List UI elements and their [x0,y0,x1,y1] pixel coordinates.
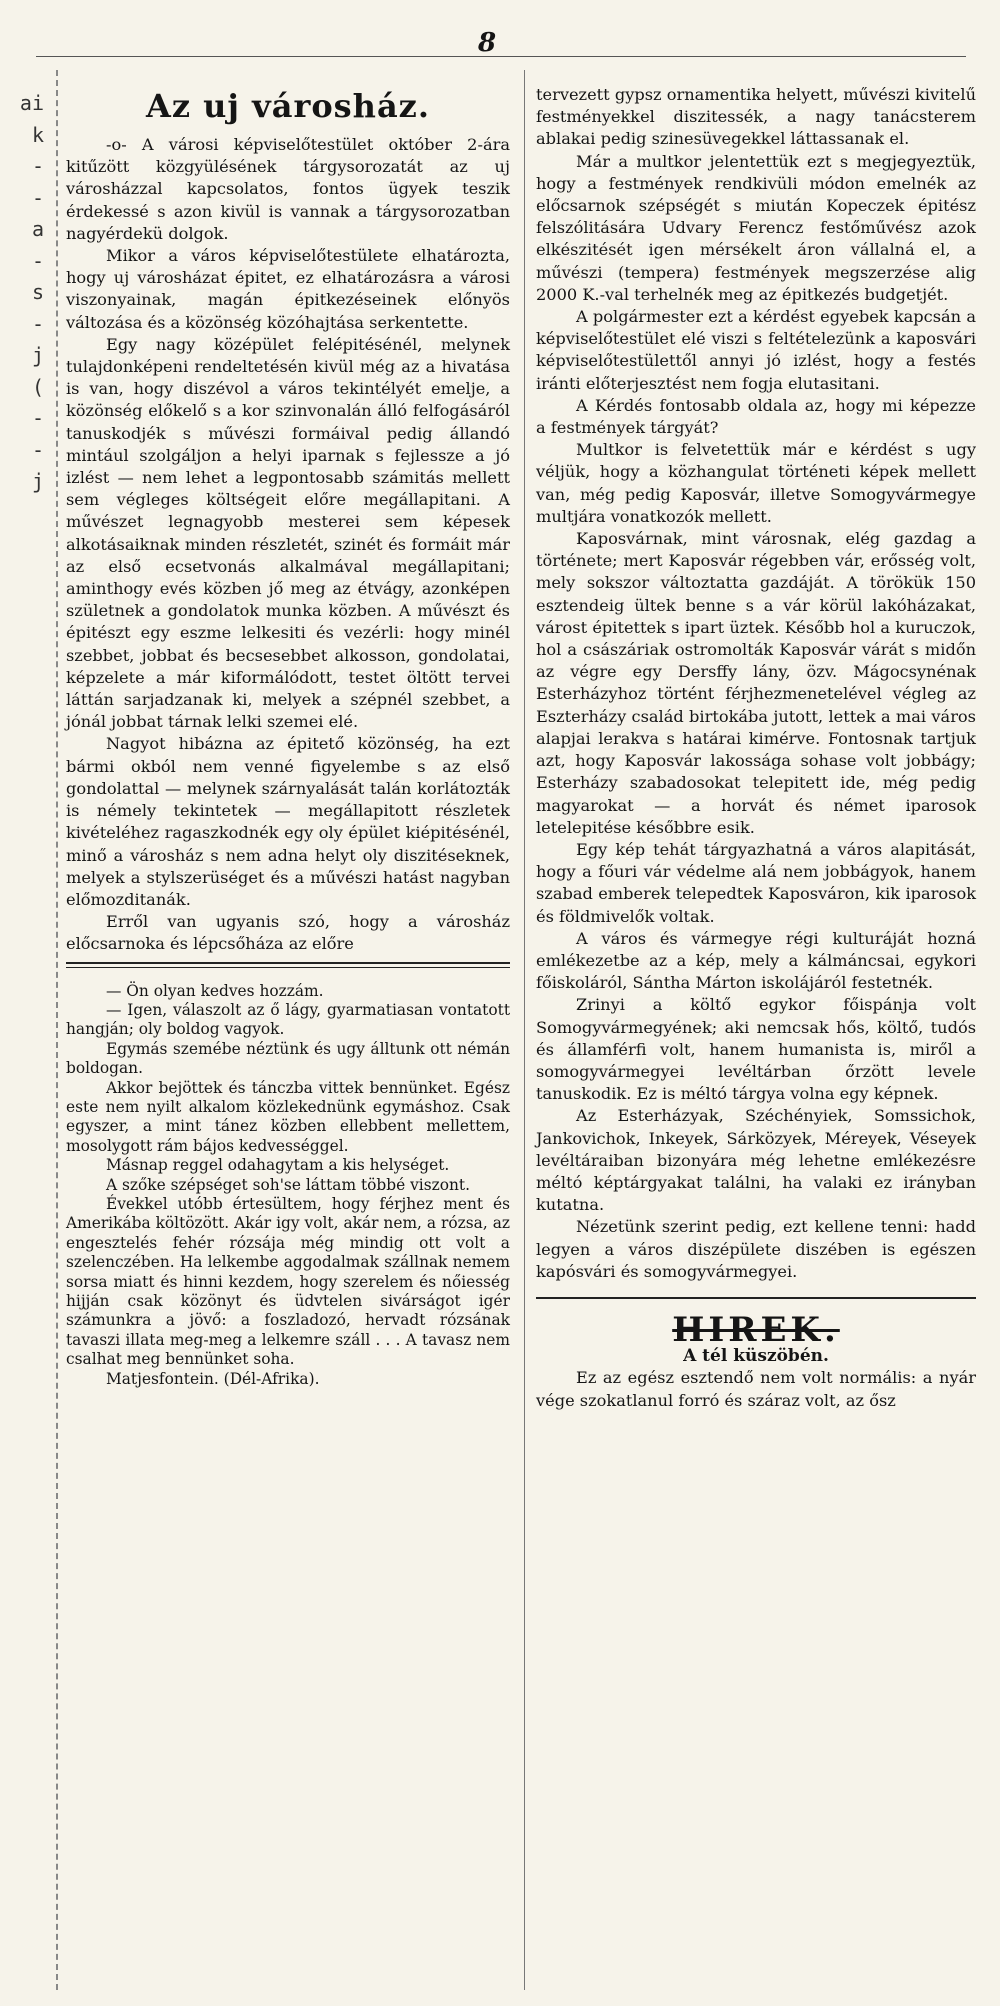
article-continuation: A város és vármegye régi kulturáját hozná emlékezetbe az a kép, mely a kálmáncsai, egykori főiskoláról, Sántha Márton iskolájáról festetnék. [536,928,976,993]
story-paragraph: — Ön olyan kedves hozzám. [106,981,324,1000]
article-continuation: A Kérdés fontosabb oldala az, hogy mi képezze a festmények tárgyát? [536,395,976,438]
article-continuation: Multkor is felvetettük már e kérdést s ugy véljük, hogy a közhangulat történeti képek mellett van, még pedig Kaposvár, illetve Somogyvármegye multjára vonatkozók mellett. [536,440,976,526]
story-paragraph: Másnap reggel odahagytam a kis helységet. [106,1156,450,1175]
margin-fragment: s [31,280,44,304]
column-rule [524,70,525,1990]
section-divider [536,1297,976,1299]
article-paragraph: -o- A városi képviselőtestület október 2-ára kitűzött közgyülésének tárgysorozatát az uj városházzal kapcsolatos, fontos ügyek teszik érdekessé s azon kivül is vannak a tárgysorozatban nagyérdekü dolgok. [66,135,510,243]
section-divider [66,962,510,968]
story-paragraph: Évekkel utóbb értesültem, hogy férjhez ment és Amerikába költözött. Akár igy volt, akár nem, a rózsa, az engesztelés fehér rózsája még mindig ott volt a szelenczében. Ha lelkembe aggodalmak szállnak nemem sorsa miatt és hinni kezdem, hogy szerelem és nőiesség hijján csak közönyt és üdvtelen sivárságot igér számunkra a jövő: a foszladozó, hervadt rózsának tavaszi illata meg-meg a lelkemre száll . . . A tavasz nem csalhat meg bennünket soha. [66,1194,510,1369]
article-continuation: Nézetünk szerint pedig, ezt kellene tenni: hadd legyen a város diszépülete diszében is egészen kapósvári és somogyvármegyei. [536,1217,976,1281]
story-signature: Matjesfontein. (Dél-Afrika). [106,1369,320,1388]
news-text: Ez az egész esztendő nem volt normális: a nyár vége szokatlanul forró és száraz volt, az ősz [536,1368,976,1410]
article-continuation: Az Esterházyak, Széchényiek, Somssichok, Jankovichok, Inkeyek, Sárközyek, Méreyek, Véseyek levéltáraiban bizonyára még lehetne emlékezésre méltó képtárgyakat találni, ha valaki ez irányban kutatna. [536,1106,976,1215]
story-paragraph: — Igen, válaszolt az ő lágy, gyarmatiasan vontatott hangján; oly boldog vagyok. [66,1000,510,1039]
margin-fragment: - [31,248,44,273]
margin-rule [56,70,58,1990]
margin-fragment: j [31,469,44,493]
article-paragraph: Mikor a város képviselőtestülete elhatározta, hogy uj városházat épitet, ez elhatározásra a városi viszonyainak, magán épitkezéseinek előnyös változása és a közönség közóhajtása serkentette. [66,246,510,332]
article-continuation: Már a multkor jelentettük ezt s megjegyeztük, hogy a festmények rendkivüli módon emelnék az előcsarnok szépségét s miután Kopeczek épitész felszólitására Udvary Ferencz festőművész azok elkészitését igen mérsékelt áron vállalná el, a művészi (tempera) festmények megszerzése alig 2000 K.-val terhelnék meg az épitkezés budgetjét. [536,151,976,304]
margin-fragment: - [31,437,44,462]
news-subheading: A tél küszöbén. [683,1346,829,1367]
article-continuation: Egy kép tehát tárgyazhatná a város alapitását, hogy a főuri vár védelme alá nem jobbágyok, hanem szabad emberek telepedtek Kaposváron, kik iparosok és földmivelők voltak. [536,839,976,926]
right-column [536,84,976,1412]
story-paragraph: A szőke szépséget soh'se láttam többé viszont. [106,1175,470,1194]
article-continuation: A polgármester ezt a kérdést egyebek kapcsán a képviselőtestület elé viszi s feltételezünk a kaposvári képviselőtestülettől annyi jó izlést, hogy a festés iránti előterjesztést nem fogja elutasitani. [536,307,976,393]
margin-fragment: ai [19,91,44,115]
story-paragraph: Egymás szemébe néztünk és ugy álltunk ott némán boldogan. [66,1039,510,1078]
margin-fragment: j [31,343,44,367]
margin-fragments [0,88,52,498]
article-paragraph: Erről van ugyanis szó, hogy a városház előcsarnoka és lépcsőháza az előre [66,912,510,954]
margin-fragment: ( [31,374,44,399]
story-paragraph: Akkor bejöttek és tánczba vittek bennünket. Egész este nem nyilt alkalom közlekednünk egymáshoz. Csak egyszer, a mint tánez közben ellebbent mellettem, mosolygott rám bájos kedvességgel. [66,1078,510,1155]
news-heading: HIREK. [672,1309,840,1350]
article-continuation: Zrinyi a költő egykor főispánja volt Somogyvármegyének; aki nemcsak hős, költő, tudós és államférfi volt, hanem humanista is, miről a somogyvármegyei levéltárban őrzött levele tanuskodik. Ez is méltó tárgya volna egy képnek. [536,995,976,1104]
article-title: Az uj városház. [146,87,430,125]
page-number: 8 [478,28,497,58]
article-continuation: tervezett gypsz ornamentika helyett, művészi kivitelű festményekkel diszitessék, a nagy tanácsterem ablakai pedig szinesüvegekkel láttassanak el. [536,85,976,149]
margin-fragment: - [31,154,44,178]
margin-fragment: - [31,311,44,336]
margin-fragment: k [31,122,44,147]
margin-fragment: - [31,406,44,430]
article-paragraph: Egy nagy középület felépitésénél, melynek tulajdonképeni rendeltetésén kivül még az a hivatása is van, hogy diszévol a város tekintélyét emelje, a közönség előkelő s a kor szinvonalán álló felfogásáról tanuskodjék s művészi formáival pedig állandó mintául szolgáljon a helyi iparnak s fejlessze a jó izlést — nem lehet a legpontosabb számitás mellett sem végleges költségeit előre megállapitani. A művészet legnagyobb mesterei sem képesek alkotásaiknak minden részletét, szinét és formáit már az első ecsetvonás alkalmával megállapitani; aminthogy evés közben jő meg az étvágy, azonképen születnek a gondolatok munka közben. A művészt és épitészt egy eszme lelkesiti és vezérli: hogy minél szebbet, jobbat és becsesebbet alkosson, gondolatai, képzelete a már kiformálódott, testet öltött tervei láttán sarjadzanak ki, melyek a szépnél szebbet, a jónál jobbat tárnak lelki szemei elé. [66,334,510,732]
article-paragraph: Nagyot hibázna az épitető közönség, ha ezt bármi okból nem venné figyelembe s az első gondolattal — melynek szárnyalását talán korlátozták is némely tekintetek — megállapitott részletek kivételéhez ragaszkodnék egy oly épület kiépitésénél, minő a városház s nem adna helyt oly diszitéseknek, melyek a stylszerüséget és a művészi hatást nagyban előmozditanák. [66,734,510,909]
top-rule [36,56,966,57]
left-column [66,84,510,1389]
article-continuation: Kaposvárnak, mint városnak, elég gazdag a története; mert Kaposvár régebben vár, erősség volt, mely sokszor változtatta gazdáját. A törökük 150 esztendeig ültek benne s a vár körül lakóházakat, várost épitettek s ipart üztek. Később hol a kuruczok, hol a császáriak ostromolták Kaposvár várát s midőn az végre egy Dersffy lány, özv. Mágocsynénak Esterházyhoz történt férjhezmenetelével végleg az Eszterházy család birtokába jutott, lettek a mai város alapjai lerakva s határai kimérve. Fontosnak tartjuk azt, hogy Kaposvár lakossága sohase volt jobbágy; Esterházy szabadosokat telepitett ide, még pedig magyarokat — a horvát és német iparosok letelepitése későbbre esik. [536,529,976,837]
margin-fragment: a [31,217,44,241]
story [66,982,510,1390]
margin-fragment: - [31,185,44,210]
